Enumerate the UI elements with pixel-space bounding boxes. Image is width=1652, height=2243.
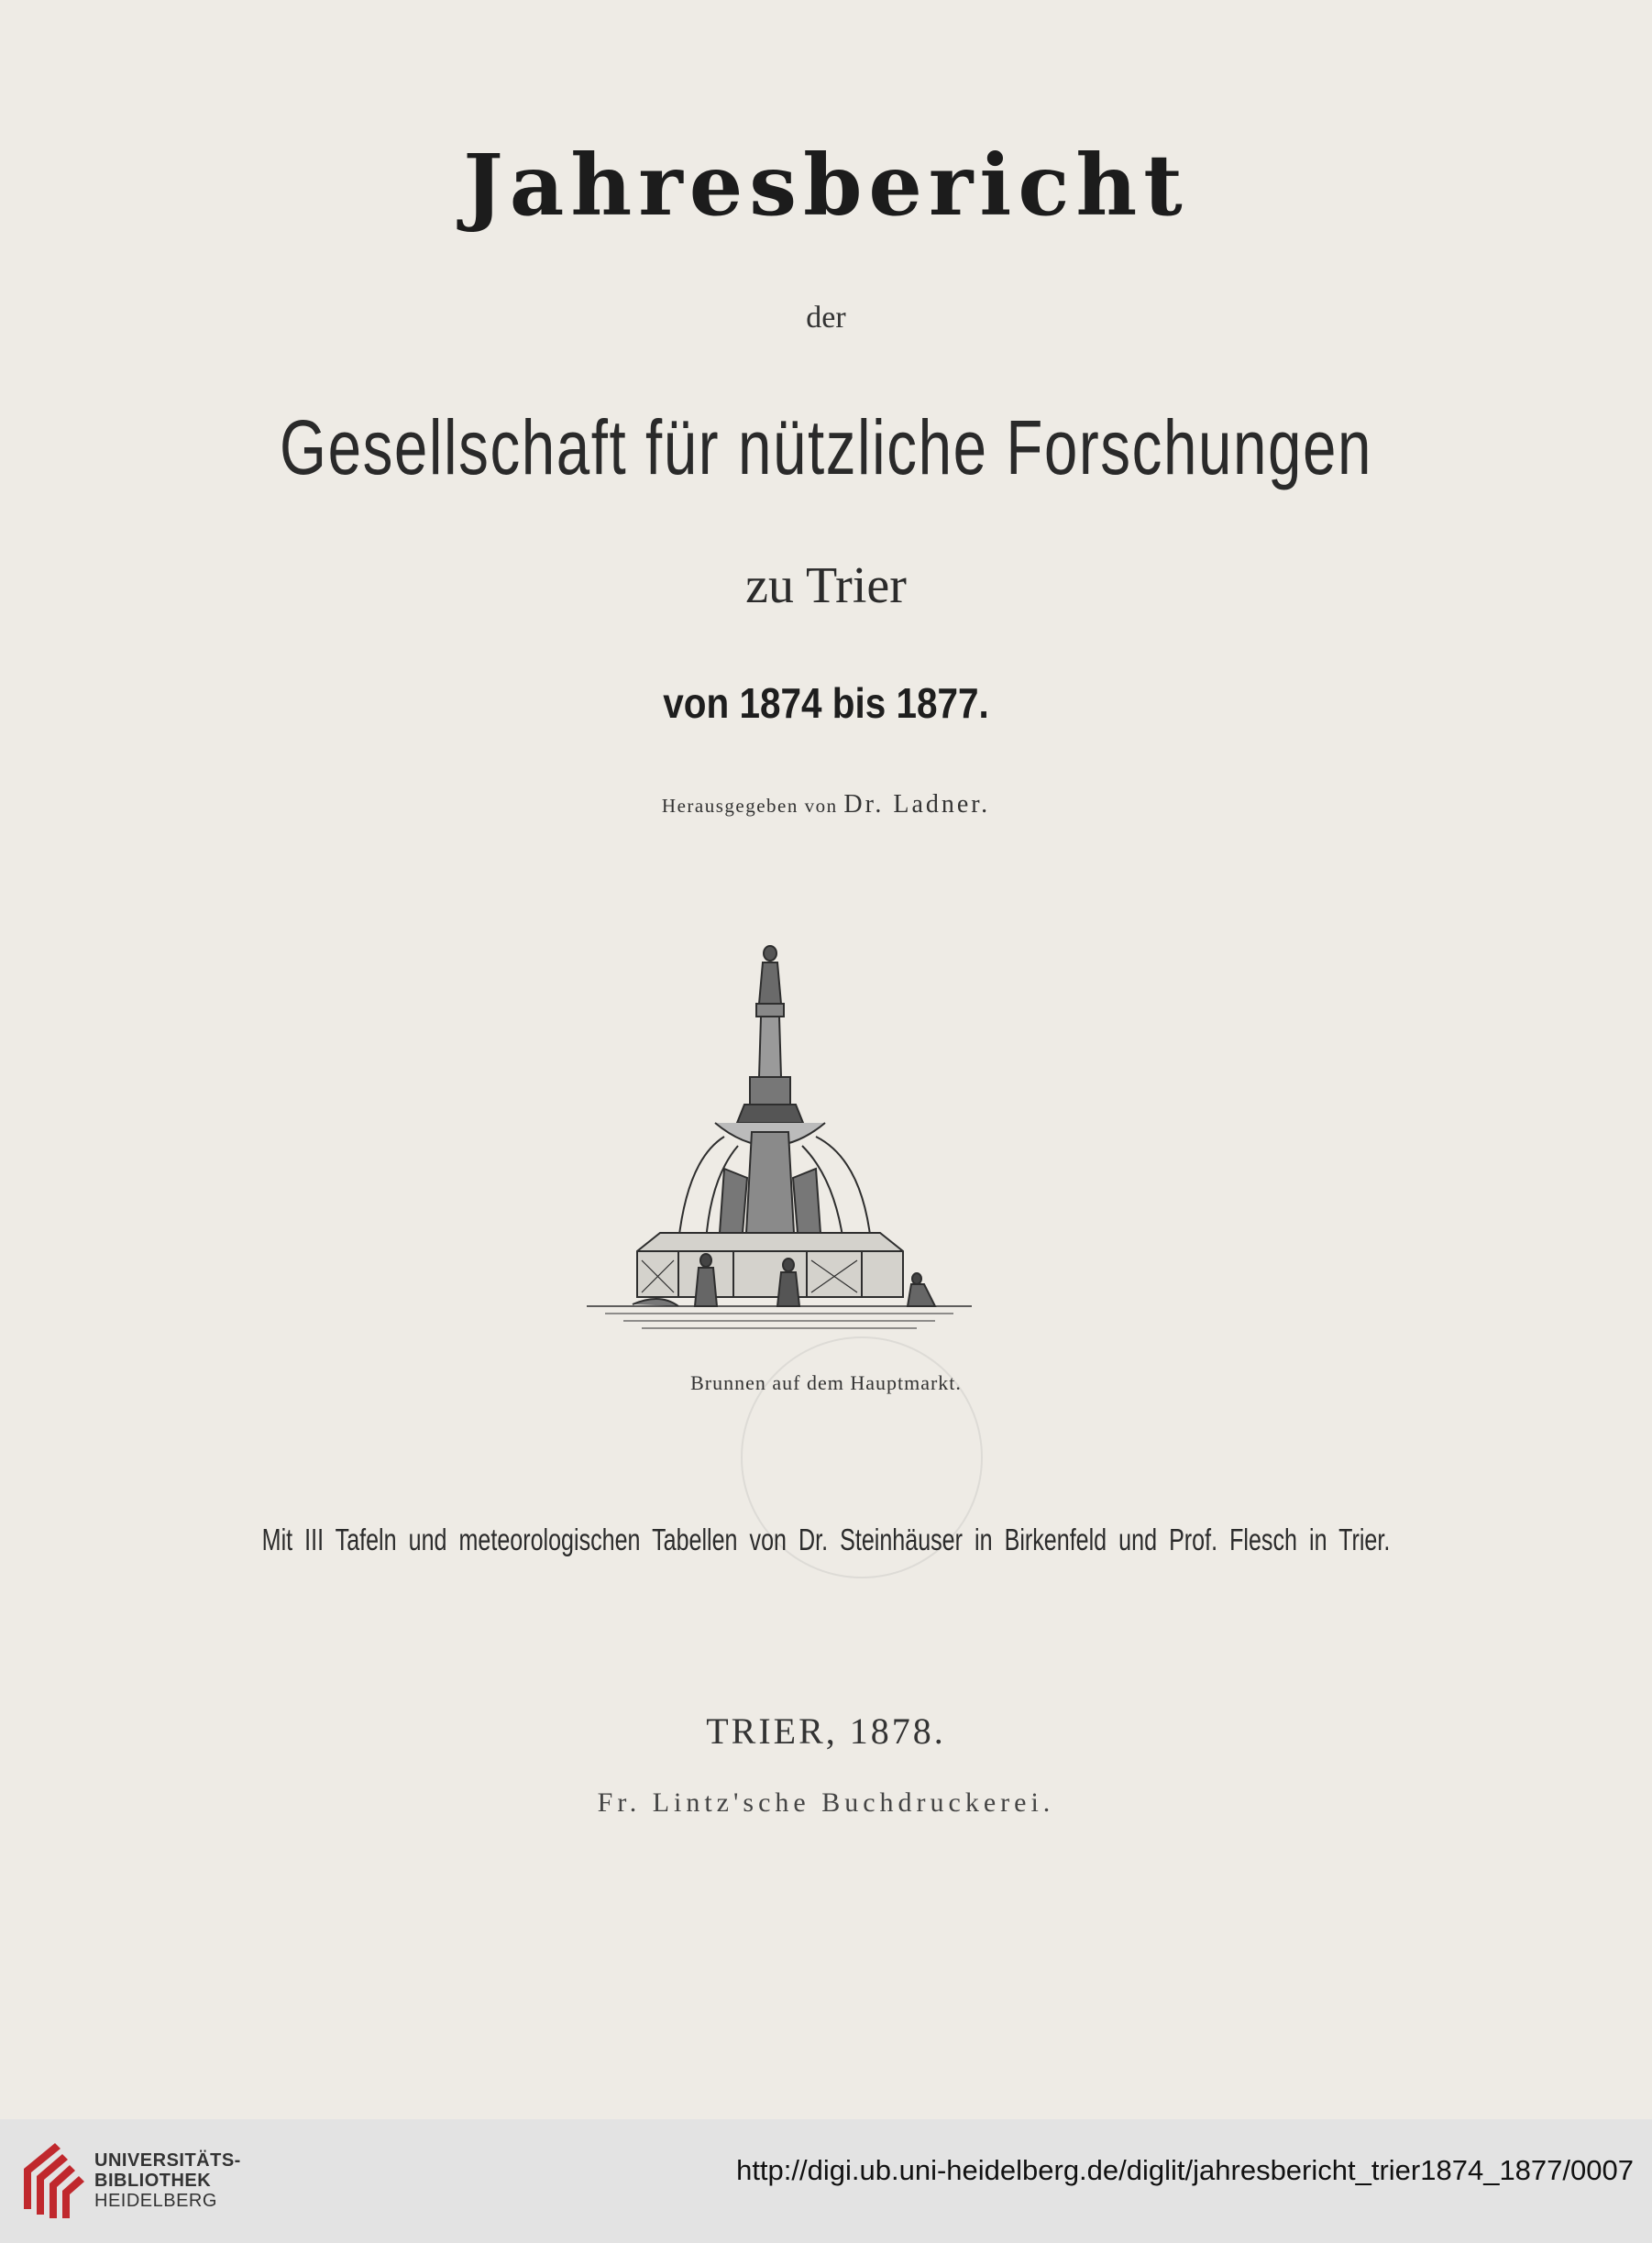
society-name: Gesellschaft für nützliche Forschungen (280, 404, 1372, 490)
source-url-link[interactable]: http://digi.ub.uni-heidelberg.de/diglit/jahresbericht_trier1874_1877/0007 (736, 2154, 1634, 2186)
city-line: zu Trier (745, 557, 907, 614)
title-connector-der: der (806, 301, 846, 335)
page-title: Jahresbericht (463, 136, 1189, 235)
library-name-line1: UNIVERSITÄTS- (94, 2150, 241, 2171)
place-and-year: TRIER, 1878. (706, 1710, 946, 1752)
editor-name: Dr. Ladner. (843, 790, 991, 819)
years-line: von 1874 bis 1877. (663, 679, 989, 727)
library-name-line2: BIBLIOTHEK (94, 2171, 212, 2191)
illustration-caption: Brunnen auf dem Hauptmarkt. (690, 1371, 962, 1394)
editor-prefix: Herausgegeben von (661, 795, 838, 817)
printer-line: Fr. Lintz'sche Buchdruckerei. (597, 1787, 1055, 1818)
library-name-line3: HEIDELBERG (94, 2191, 217, 2211)
fountain-illustration (587, 940, 972, 1361)
library-name (94, 2150, 241, 2211)
editor-line (0, 790, 1652, 819)
footer-bar (0, 2119, 1652, 2243)
plates-note: Mit III Tafeln und meteorologischen Tabellen von Dr. Steinhäuser in Birkenfeld und Prof. Flesch in Trier. (261, 1523, 1391, 1556)
university-library-logo-icon (18, 2138, 97, 2222)
